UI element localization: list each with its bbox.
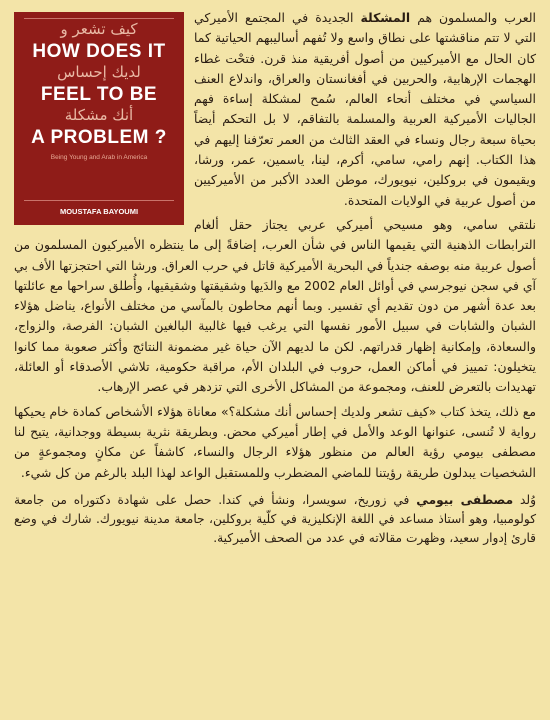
intro-part-1: العرب والمسلمون هم xyxy=(410,10,536,25)
cover-author: MOUSTAFA BAYOUMI xyxy=(59,207,139,216)
bio-author-name: مصطفى بيومي xyxy=(416,492,514,507)
cover-top-rule xyxy=(24,18,174,19)
paragraph-sami-rasha: نلتقي سامي، وهو مسيحي أميركي عربي يجتاز حقل ألغام الترابطات الذهنية التي يقيمها الناس في شأن العرب، إضافةً إلى ما ينتظره الأميركيون المسلمون من أصول عربية منه بوصفه جندياً في البحرية الأميركية قاتل في حرب العراق. ورشا التي احتجزتها الأف بي آي في سجن نيوجرسي في أوائل العام 2002 مع والدَيها وشقيقتها وشقيقيها، وأُطلق سراحها مع عائلتها بعد عدة أشهر من دون تقديم أي تفسير. وبما أنهم محاطون بالمآسي من مختلف الأنواع، يناضل هؤلاء الشبان والشابات في سبيل الأمور نفسها التي يرغب فيها غالبية البالغين الشبان: الفرصة، والزواج، والسعادة، وإمكانية إظهار قدراتهم. لكن ما لديهم الآن حياة غير مضمونة النتائج وأكثر صعوبة مما كانوا يتخيلون: تمييز في أماكن العمل، حروب في البلدان الأم، مراقبة حكومية، تلاشي الأصدقاء أو العائلة، تهديدات بالتعرض للعنف، ومجموعة من المشاكل الأخرى التي تزدهر في عصر الإرهاب. xyxy=(14,216,536,395)
cover-english-line-1: HOW DOES IT xyxy=(32,41,166,62)
cover-arabic-line-2: لديك إحساس xyxy=(57,63,141,81)
book-cover xyxy=(14,12,184,225)
bio-text: في زوريخ، سويسرا، ونشأ في كندا. حصل على شهادة دكتوراه من جامعة كولومبيا، وهو أستاذ مساعد في اللغة الإنكليزية في كلّية بروكلين، جامعة مدينة نيويورك. شارك في وضع قارئ إدوار سعيد، وظهرت مقالاته في عدد من الصحف الأميركية. xyxy=(14,492,536,545)
intro-part-2: الجديدة في المجتمع الأميركي التي لا تتم مناقشتها على نطاق واسع ولا تُفهم أساليبهم الحياتية كما كان الحال مع الأميركيين من أصول أفريقية منذ قرن. فتحْت غطاء الهجمات الإرهابية، والحربين في أفغانستان والعراق، واندلاع العنف السياسي في مختلف أنحاء العالم، سُمح لمشكلة إساءة فهم الجاليات الأميركية العربية والمسلمة بالتفاقم، لا بل التحكم أيضاً بحياة سبعة رجال ونساء في العقد الثالث من العمر تعرّفنا إليهم في هذا الكتاب. إنهم رامي، سامي، أكرم، لينا، ياسمين، عمر، ورشا، ويقيمون في بروكلين، نيويورك، موطن العدد الأكبر من الأميركيين من أصول عربية في الولايات المتحدة. xyxy=(194,10,536,208)
cover-arabic-line-3: أنك مشكلة xyxy=(64,106,134,124)
cover-bottom-rule xyxy=(24,200,174,201)
book-cover-art xyxy=(14,12,184,225)
intro-bold-term: المشكلة xyxy=(360,10,411,25)
author-bio xyxy=(14,491,536,548)
cover-english-line-2: FEEL TO BE xyxy=(40,84,158,105)
cover-subtitle: Being Young and Arab in America xyxy=(50,154,148,161)
cover-arabic-line-1: كيف تشعر و xyxy=(60,20,138,38)
paragraph-book-summary: مع ذلك، يتخذ كتاب «كيف تشعر ولديك إحساس أنك مشكلة؟» معاناة هؤلاء الأشخاص كمادة خام يحيكها رواية لا تُنسى، عنوانها الوعد والأمل في إطار أميركي محض. وبطريقة نثرية بسيطة ووجدانية، يتيح لنا مصطفى بيومي رؤية العالم من منظور هؤلاء الرجال والنساء، كاشفاً عن مكانٍ ومجموعةٍ من الشخصيات يبدلون طريقة رؤيتنا للماضي المضطرب وللمستقبل الواعد لهذا البلد بالرغم من كل شيء. xyxy=(14,403,536,480)
cover-english-line-3: A PROBLEM ? xyxy=(31,127,167,148)
bio-prefix: وُلد xyxy=(513,492,537,507)
